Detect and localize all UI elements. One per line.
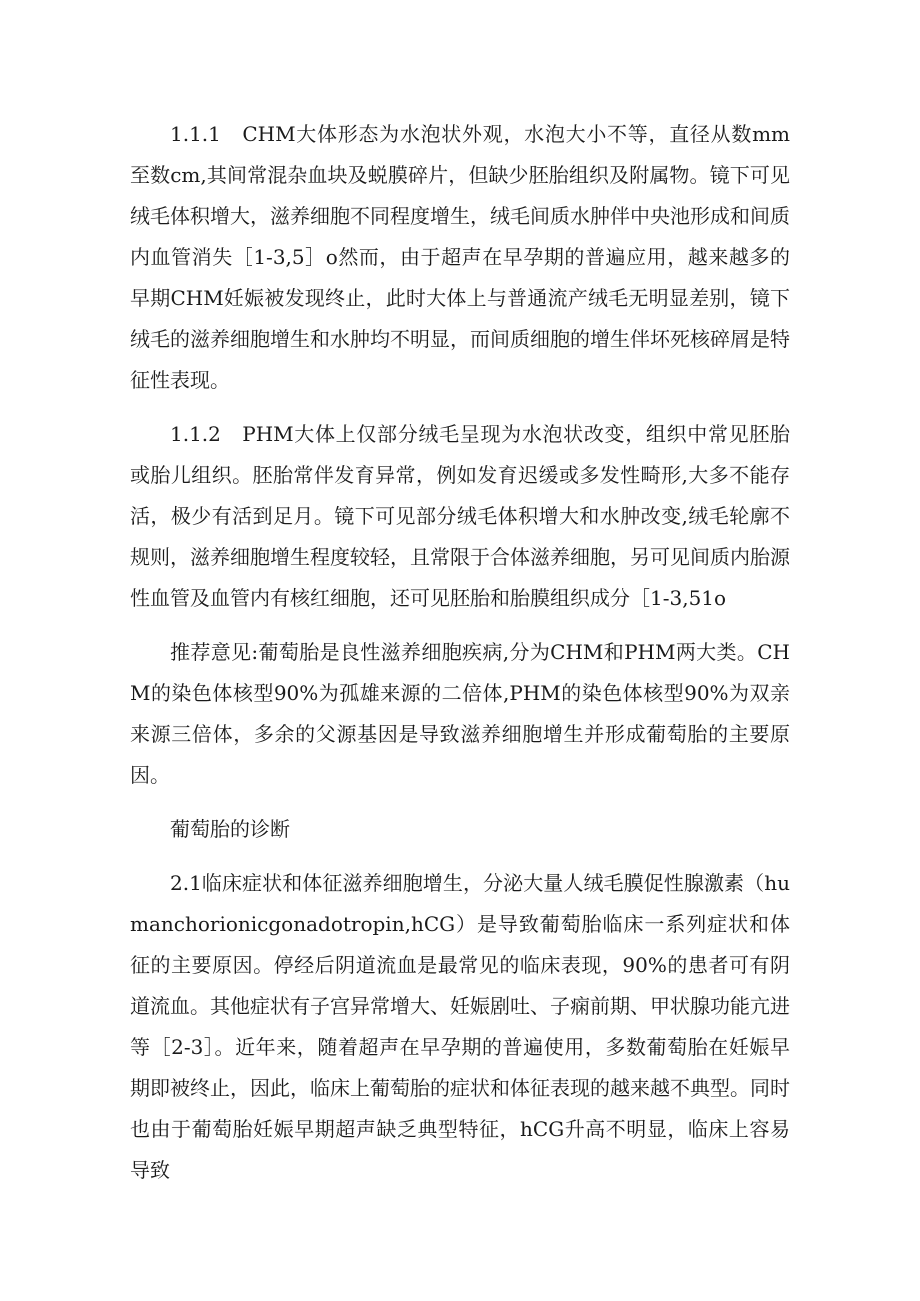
paragraph-recommendation: 推荐意见:葡萄胎是良性滋养细胞疾病,分为CHM和PHM两大类。CHM的染色体核型90%为孤雄来源的二倍体,PHM的染色体核型90%为双亲来源三倍体，多余的父源基因是导致滋养细胞增生并形成葡萄胎的主要原因。 [130,640,790,787]
paragraph-1-1-1: 1.1.1 CHM大体形态为水泡状外观，水泡大小不等，直径从数mm至数cm,其间常混杂血块及蜕膜碎片，但缺少胚胎组织及附属物。镜下可见绒毛体积增大，滋养细胞不同程度增生，绒毛间质水肿伴中央池形成和间质内血管消失［1-3,5］o然而，由于超声在早孕期的普遍应用，越来越多的早期CHM妊娠被发现终止，此时大体上与普通流产绒毛无明显差别，镜下绒毛的滋养细胞增生和水肿均不明显，而间质细胞的增生伴坏死核碎屑是特征性表现。 [130,122,790,392]
paragraph-1-1-2: 1.1.2 PHM大体上仅部分绒毛呈现为水泡状改变，组织中常见胚胎或胎儿组织。胚胎常伴发育异常，例如发育迟缓或多发性畸形,大多不能存活，极少有活到足月。镜下可见部分绒毛体积增大和水肿改变,绒毛轮廓不规则，滋养细胞增生程度较轻，且常限于合体滋养细胞，另可见间质内胎源性血管及血管内有核红细胞，还可见胚胎和胎膜组织成分［1-3,51o [130,422,790,610]
section-heading: 葡萄胎的诊断 [170,817,290,841]
document-body [130,114,790,1204]
paragraph-2-1: 2.1临床症状和体征滋养细胞增生，分泌大量人绒毛膜促性腺激素（humanchorionicgonadotropin,hCG）是导致葡萄胎临床一系列症状和体征的主要原因。停经后阴道流血是最常见的临床表现，90%的患者可有阴道流血。其他症状有子宫异常增大、妊娠剧吐、子痫前期、甲状腺功能亢进等［2-3］。近年来，随着超声在早孕期的普遍使用，多数葡萄胎在妊娠早期即被终止，因此，临床上葡萄胎的症状和体征表现的越来越不典型。同时也由于葡萄胎妊娠早期超声缺乏典型特征，hCG升高不明显，临床上容易导致 [130,871,790,1182]
